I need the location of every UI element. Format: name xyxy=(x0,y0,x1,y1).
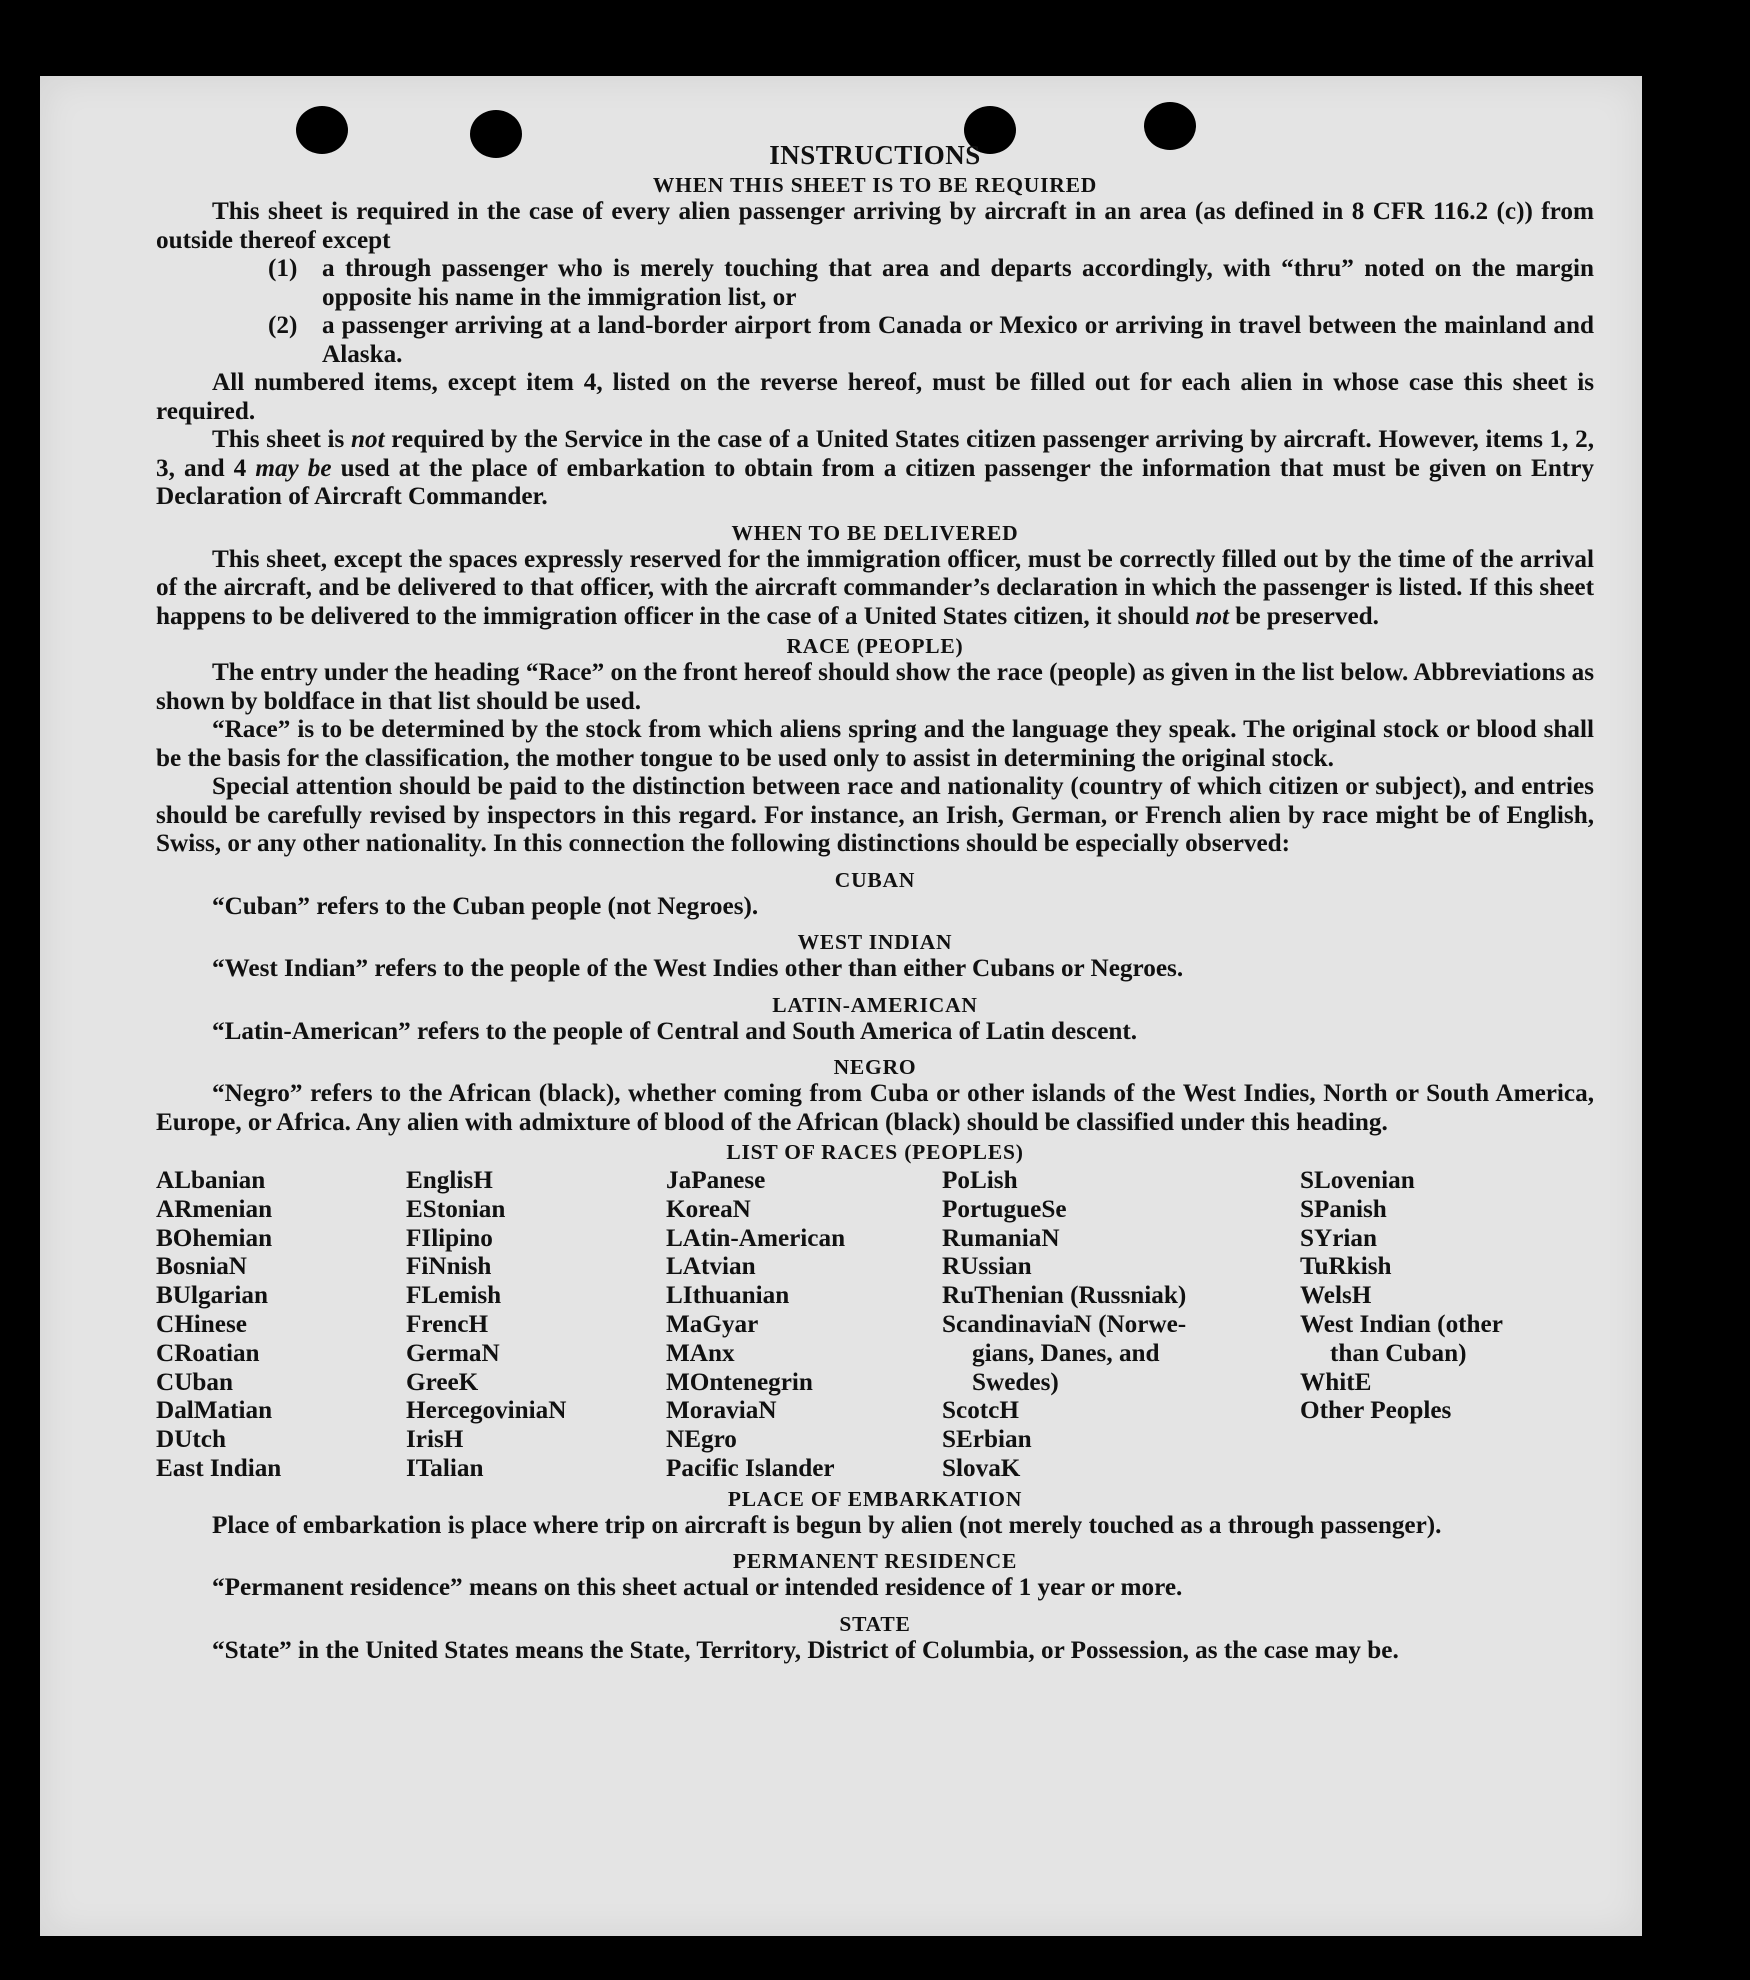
section-heading: PERMANENT RESIDENCE xyxy=(732,1549,1018,1574)
race-entry: SPanish xyxy=(1300,1195,1387,1223)
emphasis: not xyxy=(1195,602,1229,630)
race-entry: PortugueSe xyxy=(942,1195,1067,1223)
race-entry: gians, Danes, and xyxy=(972,1339,1160,1367)
text-run: This sheet, except the spaces expressly reserved for the immigration officer, must be correctly filled out by the time of the arrival of the aircraft, and be delivered to that officer, with the aircraft commander’s declaration in which the passenger is listed. If this sheet happens to be delivered to the immigration officer in the case of a United States citizen, it should xyxy=(156,545,1594,630)
item-number: (1) xyxy=(268,255,298,282)
race-entry: SLovenian xyxy=(1300,1167,1415,1194)
section-heading: NEGRO xyxy=(833,1055,917,1079)
definition: “Cuban” refers to the Cuban people (not Negroes). xyxy=(212,892,759,920)
race-entry: JaPanese xyxy=(666,1167,766,1194)
race-entry: ALbanian xyxy=(156,1167,266,1194)
race-entry: SErbian xyxy=(942,1426,1032,1454)
section-heading: WHEN TO BE DELIVERED xyxy=(731,520,1019,545)
race-entry: FiNnish xyxy=(406,1253,492,1281)
section-heading: WHEN THIS SHEET IS TO BE REQUIRED xyxy=(652,173,1098,197)
race-entry: EnglisH xyxy=(406,1167,493,1194)
section-heading: STATE xyxy=(839,1611,911,1636)
paragraph: This sheet is required in the case of every alien passenger arriving by aircraft in an area (as defined in 8 CFR 116.2 (c)) from outside thereof except xyxy=(156,198,1594,254)
race-entry: Swedes) xyxy=(972,1368,1059,1396)
race-entry: RumaniaN xyxy=(942,1224,1060,1252)
race-column xyxy=(1300,1167,1594,1484)
race-entry: SYrian xyxy=(1300,1224,1377,1252)
definition: “Permanent residence” means on this sheet actual or intended residence of 1 year or more. xyxy=(212,1574,1183,1602)
race-entry: LAtvian xyxy=(666,1253,756,1281)
paragraph: The entry under the heading “Race” on the front hereof should show the race (people) as given in the list below. Abbreviations as shown by boldface in that list should be used. xyxy=(156,659,1594,715)
definition: “Negro” refers to the African (black), whether coming from Cuba or other islands of the West Indies, North or South America, Europe, or Africa. Any alien with admixture of blood of the African (black) should be classified under this heading. xyxy=(156,1080,1594,1136)
race-entry: MaGyar xyxy=(666,1310,759,1338)
definition: Place of embarkation is place where trip on aircraft is begun by alien (not merely touched as a through passenger). xyxy=(212,1511,1442,1539)
race-entry: West Indian (other xyxy=(1300,1310,1503,1338)
race-entry: EStonian xyxy=(406,1195,506,1223)
race-entry: RUssian xyxy=(942,1253,1032,1281)
race-entry: BosniaN xyxy=(156,1253,247,1281)
race-entry: MOntenegrin xyxy=(666,1368,813,1396)
race-entry: ITalian xyxy=(406,1454,484,1482)
section-heading: LATIN-AMERICAN xyxy=(772,992,978,1017)
race-entry: HercegoviniaN xyxy=(406,1397,567,1425)
race-entry: than Cuban) xyxy=(1330,1339,1467,1367)
race-list xyxy=(156,1167,1594,1484)
race-entry: WelsH xyxy=(1300,1282,1372,1310)
race-entry: MAnx xyxy=(666,1339,735,1367)
item-text: a passenger arriving at a land-border airport from Canada or Mexico or arriving in travel between the mainland and Alaska. xyxy=(322,312,1594,368)
emphasis: not xyxy=(351,426,385,453)
race-entry: FrencH xyxy=(406,1310,489,1338)
race-entry: FIlipino xyxy=(406,1224,493,1252)
instructions-body xyxy=(156,140,1594,1665)
document-page xyxy=(40,76,1642,1936)
paragraph xyxy=(156,426,1594,512)
race-entry: BUlgarian xyxy=(156,1282,268,1310)
page-title: INSTRUCTIONS xyxy=(769,140,981,170)
definition: “West Indian” refers to the people of the West Indies other than either Cubans or Negroes. xyxy=(212,955,1184,982)
race-entry: Other Peoples xyxy=(1300,1397,1452,1425)
race-entry: ARmenian xyxy=(156,1195,273,1223)
emphasis: may be xyxy=(255,454,332,482)
definition: “State” in the United States means the State, Territory, District of Columbia, or Possession, as the case may be. xyxy=(212,1636,1399,1664)
race-entry: CRoatian xyxy=(156,1339,260,1367)
race-entry: TuRkish xyxy=(1300,1253,1392,1281)
race-entry: ScotcH xyxy=(942,1397,1019,1425)
race-entry: GreeK xyxy=(406,1368,479,1396)
race-entry: CUban xyxy=(156,1368,233,1396)
paragraph: Special attention should be paid to the distinction between race and nationality (country of which citizen or subject), and entries should be carefully revised by inspectors in this regard. For instance, an Irish, German, or French alien by race might be of English, Swiss, or any other nationality. In this connection the following distinctions should be especially observed: xyxy=(156,773,1594,857)
text-run: required by the Service in the case of a United States citizen passenger arriving by aircraft. However, items 1, 2, 3, and 4 xyxy=(156,426,1595,482)
section-heading: PLACE OF EMBARKATION xyxy=(727,1486,1023,1511)
race-entry: MoraviaN xyxy=(666,1397,777,1425)
race-entry: FLemish xyxy=(406,1282,502,1310)
race-column xyxy=(156,1167,406,1484)
definition: “Latin-American” refers to the people of Central and South America of Latin descent. xyxy=(212,1017,1138,1045)
text-run: used at the place of embarkation to obtain from a citizen passenger the information that must be given on Entry Declaration of Aircraft Commander. xyxy=(156,454,1594,510)
race-entry: LAtin-American xyxy=(666,1224,846,1252)
item-text: a through passenger who is merely touching that area and departs accordingly, with “thru” noted on the margin opposite his name in the immigration list, or xyxy=(322,255,1594,311)
race-entry: ScandinaviaN (Norwe- xyxy=(942,1310,1187,1338)
text-run: be preserved. xyxy=(1229,602,1379,630)
text-run: This sheet is xyxy=(212,426,351,453)
race-entry: Pacific Islander xyxy=(666,1454,835,1482)
list-item xyxy=(268,255,1594,312)
race-entry: WhitE xyxy=(1300,1368,1372,1396)
race-column xyxy=(406,1167,666,1484)
list-item xyxy=(268,312,1594,369)
race-entry: IrisH xyxy=(406,1426,464,1454)
paragraph: All numbered items, except item 4, listed on the reverse hereof, must be filled out for each alien in whose case this sheet is required. xyxy=(156,369,1594,425)
paragraph: “Race” is to be determined by the stock from which aliens spring and the language they speak. The original stock or blood shall be the basis for the classification, the mother tongue to be used only to assist in determining the original stock. xyxy=(156,716,1594,772)
paragraph xyxy=(156,546,1594,632)
race-column xyxy=(666,1167,942,1484)
race-entry: CHinese xyxy=(156,1310,247,1338)
race-entry: LIthuanian xyxy=(666,1282,790,1310)
race-entry: DUtch xyxy=(156,1426,226,1454)
item-number: (2) xyxy=(268,312,298,339)
race-entry: RuThenian (Russniak) xyxy=(942,1282,1187,1310)
race-entry: GermaN xyxy=(406,1339,500,1367)
race-entry: NEgro xyxy=(666,1426,737,1454)
race-entry: KoreaN xyxy=(666,1195,751,1223)
race-entry: SlovaK xyxy=(942,1454,1021,1482)
race-column xyxy=(942,1167,1300,1484)
section-heading: CUBAN xyxy=(834,867,916,892)
race-entry: BOhemian xyxy=(156,1224,273,1252)
section-heading: LIST OF RACES (PEOPLES) xyxy=(726,1140,1024,1164)
section-heading: RACE (PEOPLE) xyxy=(786,634,964,658)
section-heading: WEST INDIAN xyxy=(797,930,953,954)
race-entry: PoLish xyxy=(942,1167,1018,1194)
race-entry: East Indian xyxy=(156,1454,282,1482)
race-entry: DalMatian xyxy=(156,1397,273,1425)
